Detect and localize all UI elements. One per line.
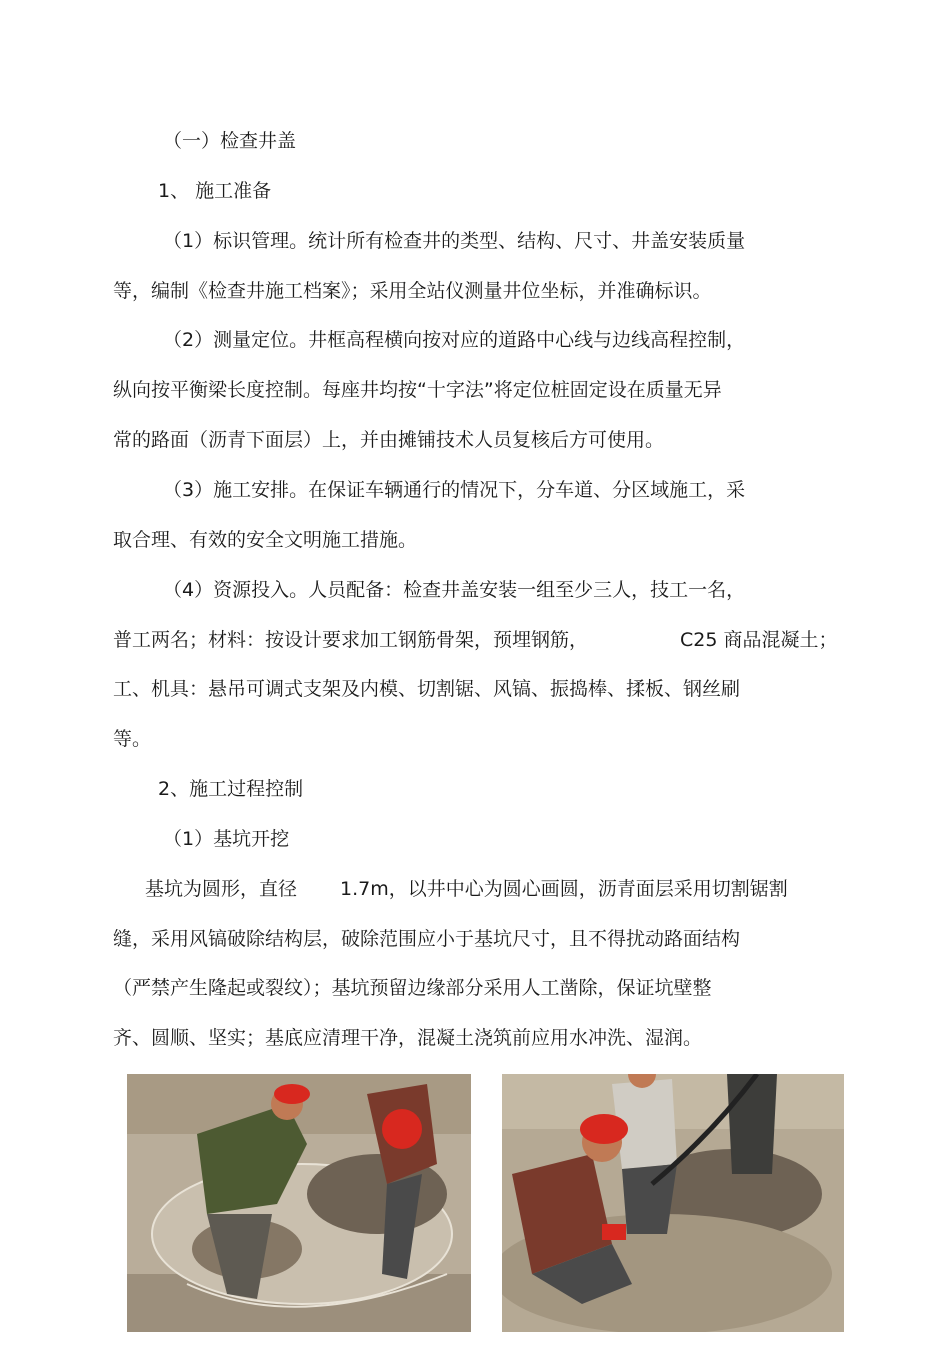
paragraph-1-line-1: （1）标识管理。统计所有检查井的类型、结构、尺寸、井盖安装质量 — [163, 230, 746, 252]
paragraph-2-line-3: 常的路面（沥青下面层）上，并由摊铺技术人员复核后方可使用。 — [113, 429, 665, 451]
paragraph-4-line-4: 等。 — [113, 728, 152, 750]
paragraph-4-line-2b: C25 商品混凝土； — [680, 629, 838, 651]
paragraph-5-line-1a: 基坑为圆形，直径 — [145, 878, 298, 900]
paragraph-3-line-2: 取合理、有效的安全文明施工措施。 — [113, 529, 418, 551]
paragraph-5-line-1b: 1.7m，以井中心为圆心画圆，沥青面层采用切割锯割 — [340, 878, 788, 900]
paragraph-5-line-2: 缝，采用风镐破除结构层，破除范围应小于基坑尺寸，且不得扰动路面结构 — [113, 928, 741, 950]
paragraph-5-line-3: （严禁产生隆起或裂纹）；基坑预留边缘部分采用人工凿除，保证坑壁整 — [113, 977, 712, 999]
heading-process-control: 2、施工过程控制 — [158, 778, 304, 800]
paragraph-2-line-2: 纵向按平衡梁长度控制。每座井均按“十字法”将定位桩固定设在质量无异 — [113, 379, 722, 401]
construction-photo-excavation — [127, 1074, 471, 1332]
paragraph-1-line-2: 等，编制《检查井施工档案》；采用全站仪测量井位坐标，并准确标识。 — [113, 280, 712, 302]
paragraph-4-line-1: （4）资源投入。人员配备：检查井盖安装一组至少三人，技工一名， — [163, 579, 746, 601]
paragraph-2-line-1: （2）测量定位。井框高程横向按对应的道路中心线与边线高程控制， — [163, 329, 746, 351]
paragraph-4-line-2a: 普工两名；材料：按设计要求加工钢筋骨架，预埋钢筋， — [113, 629, 589, 651]
construction-photo-drilling — [502, 1074, 844, 1332]
heading-pit-excavation: （1）基坑开挖 — [163, 828, 290, 850]
heading-inspection-well-cover: （一）检查井盖 — [163, 130, 297, 152]
paragraph-4-line-3: 工、机具：悬吊可调式支架及内模、切割锯、风镐、振捣棒、揉板、钢丝刷 — [113, 678, 741, 700]
paragraph-5-line-4: 齐、圆顺、坚实；基底应清理干净，混凝土浇筑前应用水冲洗、湿润。 — [113, 1027, 703, 1049]
paragraph-3-line-1: （3）施工安排。在保证车辆通行的情况下，分车道、分区域施工，采 — [163, 479, 746, 501]
heading-preparation: 1、 施工准备 — [158, 180, 272, 202]
